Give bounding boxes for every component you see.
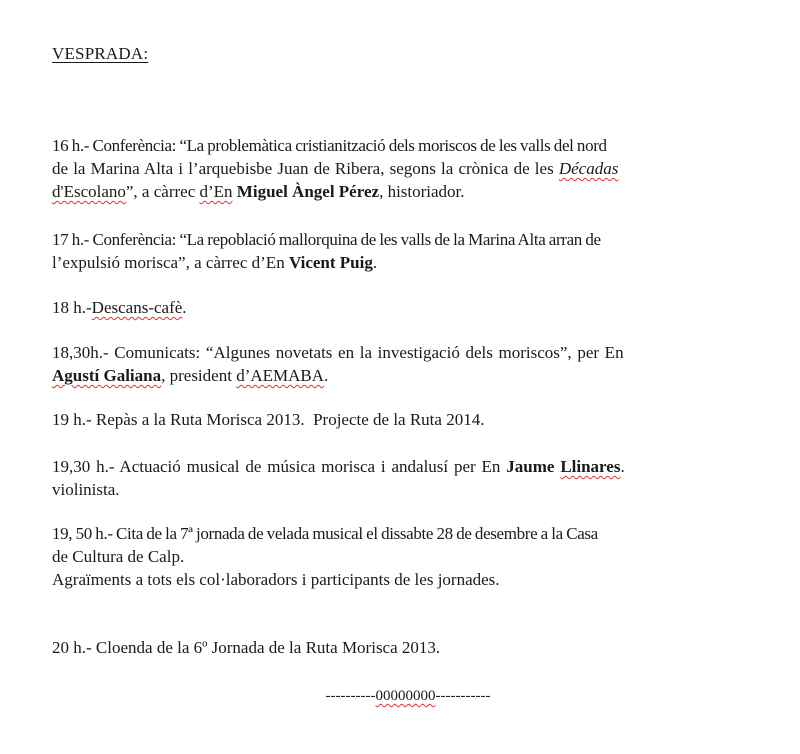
text-segment: 17 h.- Conferència: “La repoblació mallorquina de les valls de la Marina Alta arran de — [52, 230, 601, 249]
program-item-7 — [52, 522, 764, 591]
item-8-line-1 — [52, 636, 764, 659]
speaker-name: Vicent Puig — [288, 253, 373, 272]
item-2-line-2 — [52, 251, 764, 274]
item-1-line-1 — [52, 134, 764, 157]
text-segment: 19 h.- Repàs a la Ruta Morisca 2013. Projecte de la Ruta 2014. — [52, 410, 485, 429]
text-segment: 18,30h.- Comunicats: “Algunes novetats en la investigació dels moriscos”, per En — [52, 343, 624, 362]
italic-title: Décadas — [558, 159, 619, 178]
text-segment: l’expulsió morisca”, a càrrec d’En — [52, 253, 289, 272]
text-segment: d’En — [199, 182, 233, 201]
item-7-line-1 — [52, 522, 764, 545]
item-4-line-2 — [52, 364, 764, 387]
text-segment: ”, a càrrec — [125, 182, 200, 201]
item-4-line-1 — [52, 341, 764, 364]
item-2-line-1 — [52, 228, 764, 251]
item-7-line-2 — [52, 545, 764, 568]
text-segment: de Cultura de Calp. — [52, 547, 185, 566]
text-segment: d’AEMABA — [236, 366, 325, 385]
item-6-line-1 — [52, 455, 764, 478]
item-1-line-2 — [52, 157, 764, 180]
item-5-line-1 — [52, 408, 764, 431]
program-item-5 — [52, 408, 764, 431]
text-segment: de la Marina Alta i l’arquebisbe Juan de Ribera, segons la crònica de les — [52, 159, 559, 178]
text-segment: , historiador. — [379, 182, 465, 201]
divider-zeros: 00000000 — [375, 688, 436, 704]
text-segment: violinista. — [52, 480, 120, 499]
program-item-3 — [52, 296, 764, 319]
program-item-2 — [52, 228, 764, 274]
program-item-8 — [52, 636, 764, 659]
closing-divider — [52, 685, 764, 708]
text-segment: . — [182, 298, 187, 317]
program-item-1 — [52, 134, 764, 203]
text-segment: 18 h.- — [52, 298, 92, 317]
text-segment: d'Escolano — [52, 182, 126, 201]
speaker-name: Miguel Àngel Pérez — [236, 182, 380, 201]
item-7-line-3 — [52, 568, 764, 591]
item-1-line-3 — [52, 180, 764, 203]
divider-dashes-right: ----------- — [435, 688, 491, 704]
document-page — [52, 0, 764, 754]
item-3-line-1 — [52, 296, 764, 319]
text-segment: 19,30 h.- Actuació musical de música morisca i andalusí per En — [52, 457, 507, 476]
text-segment: Agraïments a tots els col·laboradors i participants de les jornades. — [52, 570, 500, 589]
section-heading: VESPRADA: — [52, 44, 149, 63]
speaker-name: Agustí Galiana — [52, 366, 162, 385]
text-segment: 16 h.- Conferència: “La problemàtica cristianització dels moriscos de les valls del nord — [52, 136, 607, 155]
speaker-name: Jaume — [506, 457, 561, 476]
text-segment: 19, 50 h.- Cita de la 7ª jornada de velada musical el dissabte 28 de desembre a la Casa — [52, 524, 598, 543]
text-segment: Descans-cafè — [91, 298, 183, 317]
text-segment: , president — [161, 366, 237, 385]
text-segment: . — [372, 253, 378, 272]
text-segment: . — [620, 457, 625, 476]
text-segment: 20 h.- Cloenda de la 6º Jornada de la Ruta Morisca 2013. — [52, 638, 441, 657]
text-segment: . — [324, 366, 329, 385]
speaker-name: Llinares — [560, 457, 621, 476]
divider-dashes-left: ---------- — [325, 688, 376, 704]
program-item-6 — [52, 455, 764, 501]
item-6-line-2 — [52, 478, 764, 501]
program-item-4 — [52, 341, 764, 387]
